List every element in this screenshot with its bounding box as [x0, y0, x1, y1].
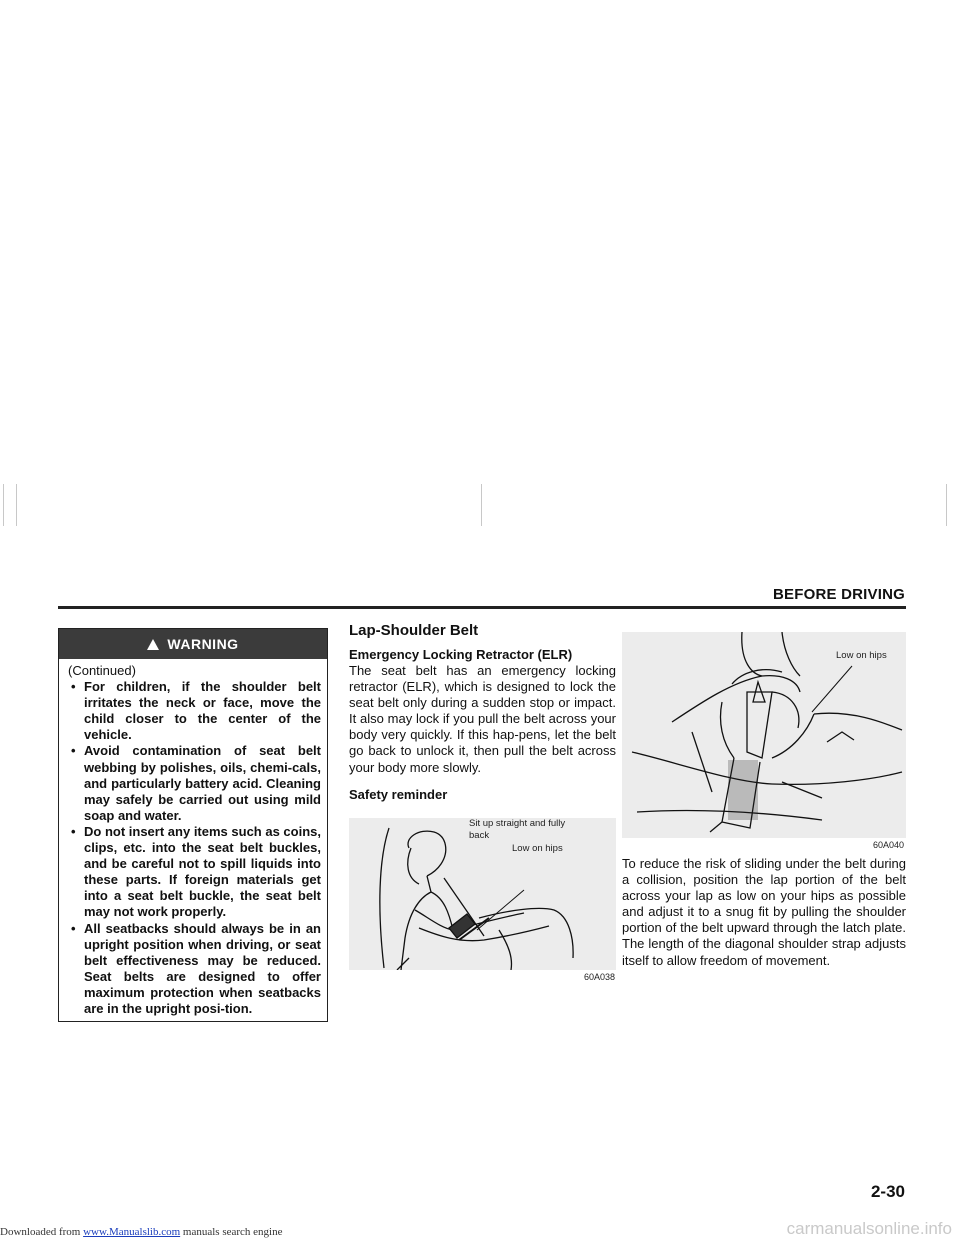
- warning-body: [59, 659, 327, 1017]
- footer-suffix: manuals search engine: [180, 1226, 283, 1238]
- page-number: 2-30: [870, 1182, 905, 1201]
- elr-paragraph: The seat belt has an emergency locking retractor (ELR), which is designed to lock the seat belt only during a sudden stop or impact. It also may lock if you pull the belt across your body very quickly. If this hap-pens, let the belt go back to unlock it, then pull the belt across your body more slowly.: [349, 663, 616, 775]
- watermark: carmanualsonline.info: [786, 1219, 952, 1238]
- warning-title: WARNING: [167, 636, 239, 652]
- figure1-label-hips: Low on hips: [512, 843, 563, 854]
- warning-header: [59, 629, 327, 659]
- crop-mark: [16, 484, 17, 526]
- footer-prefix: Downloaded from: [0, 1226, 84, 1238]
- section-title: Lap-Shoulder Belt: [349, 622, 479, 639]
- warning-item: • For children, if the shoulder belt irritates the neck or face, move the child closer to the center of the vehicle.: [68, 679, 321, 743]
- warning-item: • All seatbacks should always be in an upright position when driving, or seat belt effectiveness may be reduced. Seat belts are designed to offer maximum protection when seatbacks are in the upright posi-tion.: [68, 921, 321, 1018]
- belt-buckle-drawing: [622, 632, 906, 838]
- figure2-code: 60A040: [873, 840, 905, 850]
- warning-list: [68, 679, 321, 1017]
- warning-box: [58, 628, 328, 1022]
- warning-item: • Do not insert any items such as coins, clips, etc. into the seat belt buckles, and be careful not to spill liquids into these parts. If foreign materials get into a seat belt buckle, the seat belt may not work properly.: [68, 824, 321, 921]
- subsection-title: Emergency Locking Retractor (ELR): [349, 647, 573, 662]
- warning-continued: (Continued): [68, 663, 136, 678]
- header-rule: [58, 606, 906, 609]
- manualslib-link[interactable]: www.Manualslib.com: [83, 1226, 181, 1238]
- figure2-label-hips: Low on hips: [836, 650, 887, 661]
- crop-mark: [3, 484, 4, 526]
- seated-person-illustration: [349, 818, 616, 970]
- section-header: BEFORE DRIVING: [773, 586, 905, 603]
- figure1-label-sit: Sit up straight and fully back: [469, 818, 566, 841]
- safety-reminder-heading: Safety reminder: [349, 786, 448, 802]
- middle-column: [349, 622, 616, 802]
- warning-item: • Avoid contamination of seat belt webbing by polishes, oils, chemi-cals, and particularly battery acid. Cleaning may safely be carried out using mild soap and water.: [68, 743, 321, 823]
- download-footer: [0, 1226, 282, 1238]
- crop-mark: [946, 484, 947, 526]
- belt-buckle-illustration: [622, 632, 906, 838]
- lap-belt-paragraph: To reduce the risk of sliding under the belt during a collision, position the lap portion of the belt across your lap as low on your hips as possible and adjust it to a snug fit by pulling the shoulder portion of the belt upward through the latch plate. The length of the diagonal shoulder strap adjusts itself to allow freedom of movement.: [622, 856, 906, 968]
- warning-triangle-icon: [147, 639, 159, 650]
- figure1-code: 60A038: [584, 972, 616, 982]
- crop-mark: [481, 484, 482, 526]
